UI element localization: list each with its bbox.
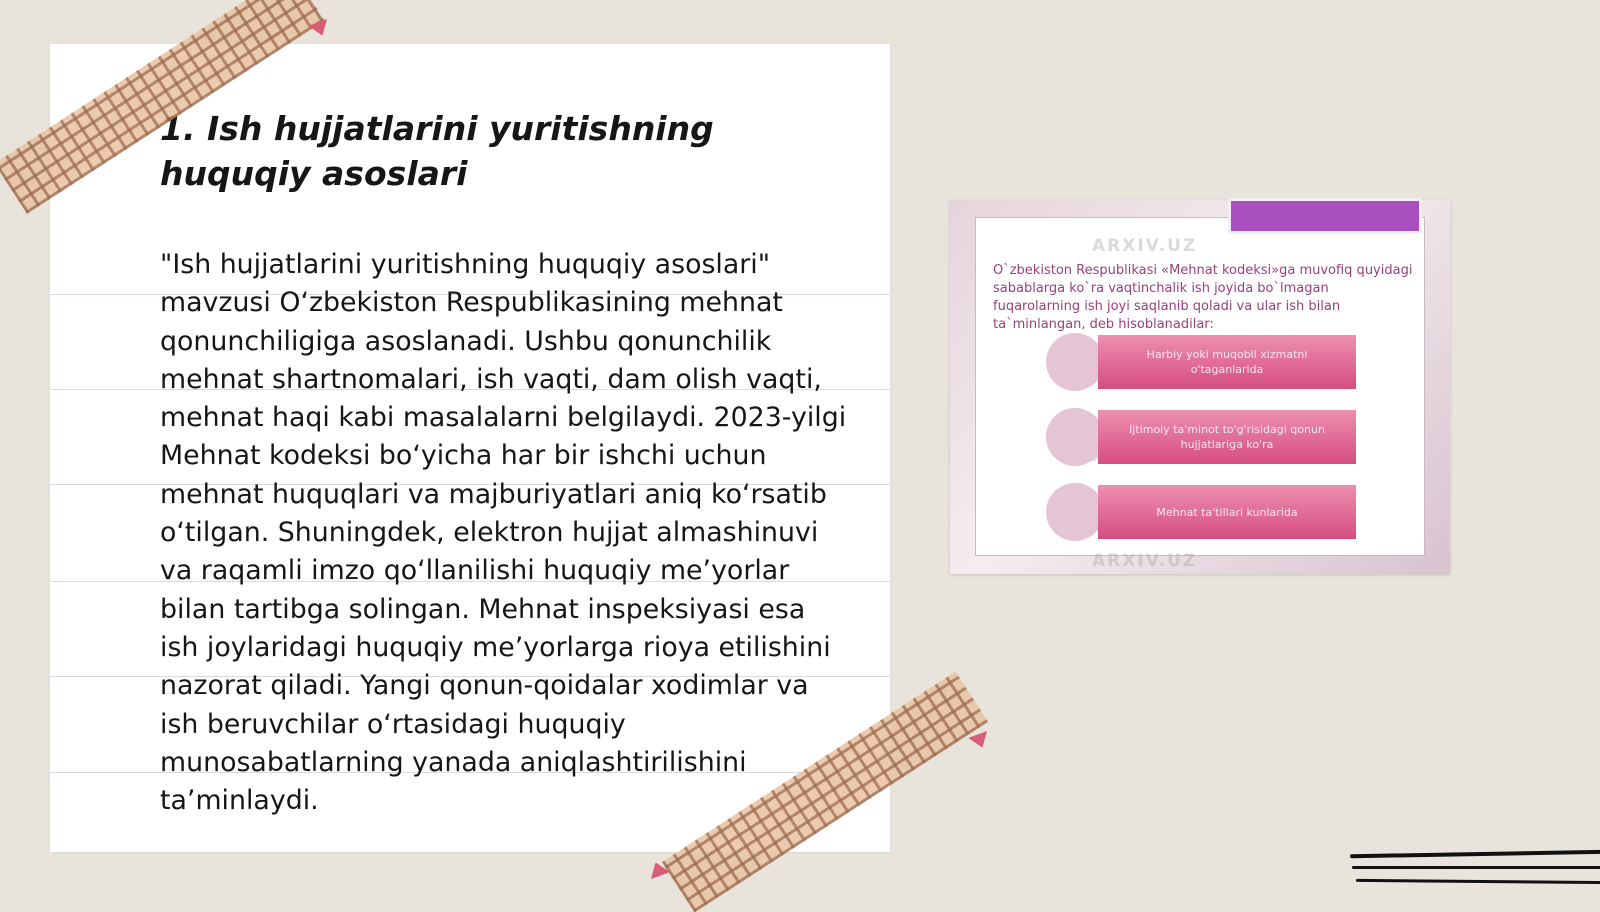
image-list-item <box>1046 483 1366 541</box>
list-item-text: Ijtimoiy ta'minot to'g'risidagi qonun hujjatlariga ko'ra <box>1098 410 1356 464</box>
slide-body-text: "Ish hujjatlarini yuritishning huquqiy asoslari" mavzusi O‘zbekiston Respublikasining mehnat qonunchiligiga asoslanadi. Ushbu qonunchilik mehnat shartnomalari, ish vaqti, dam olish vaqti, mehnat haqi kabi masalalarni belgilaydi. 2023-yilgi Mehnat kodeksi bo‘yicha har bir ishchi uchun mehnat huquqlari va majburiyatlari aniq ko‘rsatib o‘tilgan. Shuningdek, elektron hujjat almashinuvi va raqamli imzo qo‘llanilishi huquqiy me’yorlar bilan tartibga solingan. Mehnat inspeksiyasi esa ish joylaridagi huquqiy me’yorlarga rioya etilishini nazorat qiladi. Yangi qonun-qoidalar xodimlar va ish beruvchilar o‘rtasidagi huquqiy munosabatlarning yanada aniqlashtirilishini ta’minlaydi. <box>160 249 847 817</box>
list-bullet-circle <box>1046 333 1104 391</box>
tape-tip-bottom <box>968 731 992 751</box>
list-bullet-circle <box>1046 483 1104 541</box>
image-list-item <box>1046 408 1366 466</box>
watermark-top: ARXIV.UZ <box>1092 236 1198 256</box>
background-stroke-2 <box>1352 866 1600 869</box>
watermark-bottom: ARXIV.UZ <box>1092 551 1198 571</box>
tape-tip-bottom-left <box>646 859 670 879</box>
embedded-image <box>950 200 1450 574</box>
list-item-text: Mehnat ta'tillari kunlarida <box>1098 485 1356 539</box>
image-frame <box>975 217 1425 571</box>
list-bullet-circle <box>1046 408 1104 466</box>
image-header-bar <box>1228 198 1422 234</box>
background-stroke-3 <box>1356 879 1600 884</box>
image-list-item <box>1046 333 1366 391</box>
background-stroke-1 <box>1350 850 1600 859</box>
image-caption: O`zbekiston Respublikasi «Mehnat kodeksi»ga muvofiq quyidagi sabablarga ko`ra vaqtinchalik ish joyida bo`lmagan fuqarolarning ish joyi saqlanib qoladi va ular ish bilan ta`minlangan, deb hisoblanadilar: <box>993 263 1413 332</box>
list-item-text: Harbiy yoki muqobil xizmatni o'taganlarida <box>1098 335 1356 389</box>
slide-title: 1. Ish hujjatlarini yuritishning huquqiy asoslari <box>160 109 714 193</box>
